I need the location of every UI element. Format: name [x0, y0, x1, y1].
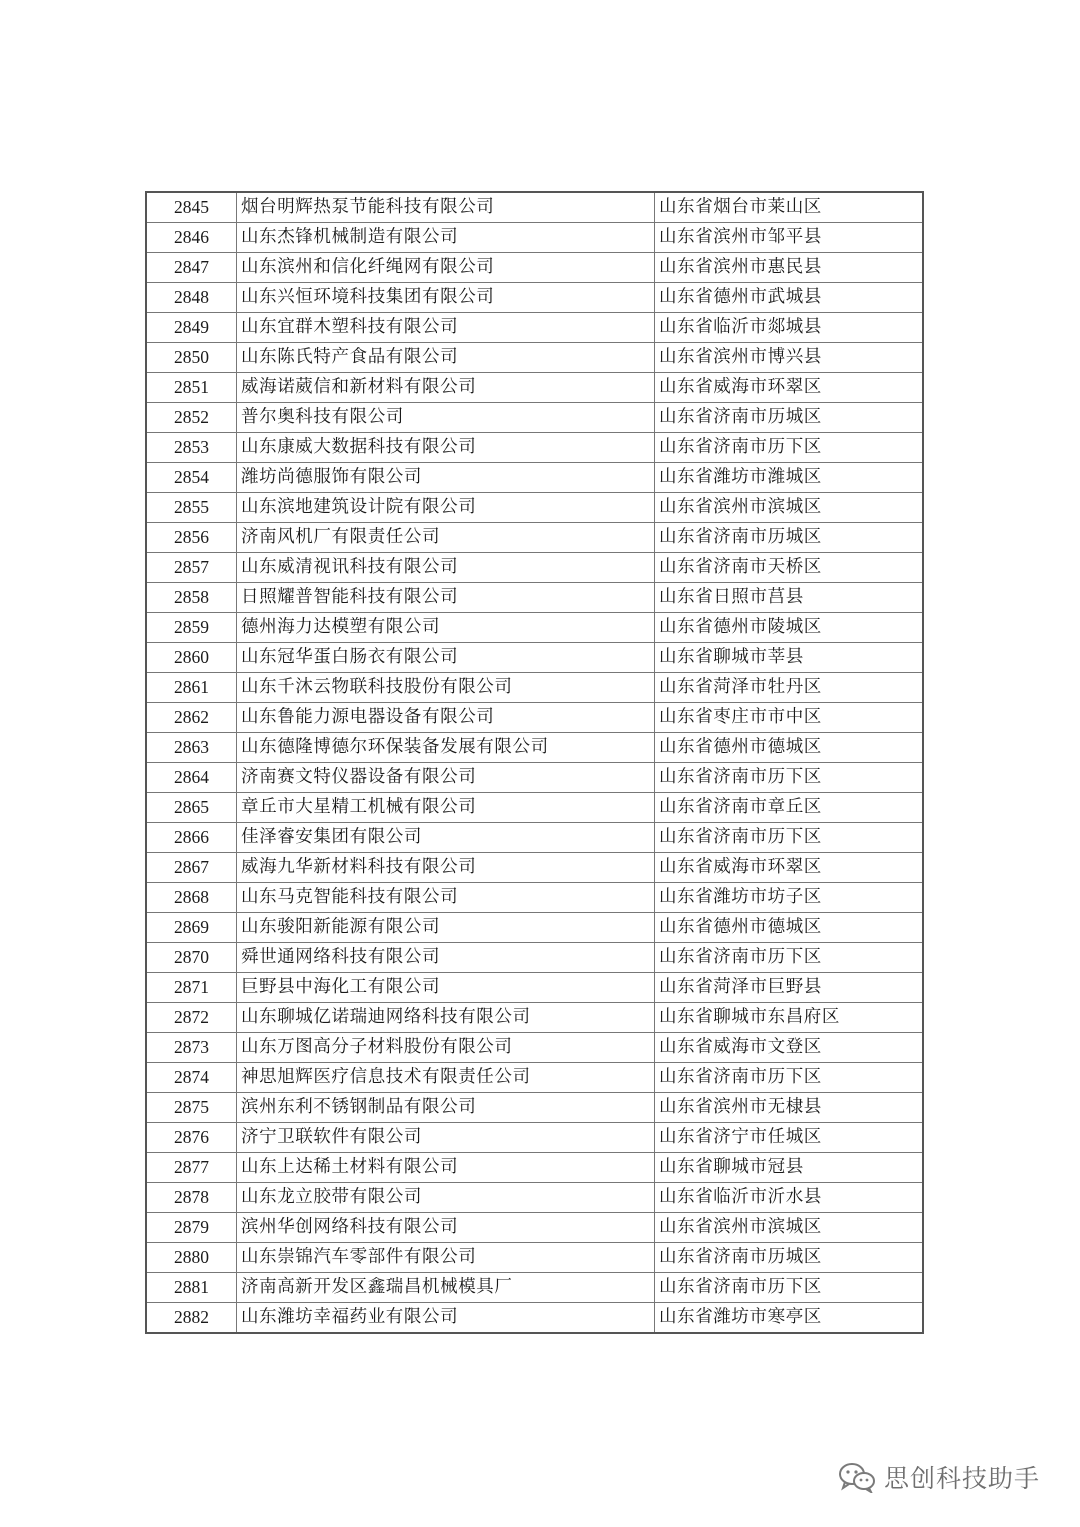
region: 山东省临沂市沂水县 — [655, 1183, 924, 1213]
region: 山东省济南市历下区 — [655, 823, 924, 853]
company-name: 德州海力达模塑有限公司 — [237, 613, 655, 643]
row-number: 2876 — [146, 1123, 237, 1153]
company-name: 舜世通网络科技有限公司 — [237, 943, 655, 973]
row-number: 2858 — [146, 583, 237, 613]
region: 山东省聊城市莘县 — [655, 643, 924, 673]
table-row — [146, 1303, 923, 1334]
region: 山东省济南市章丘区 — [655, 793, 924, 823]
row-number: 2851 — [146, 373, 237, 403]
region: 山东省济南市历下区 — [655, 763, 924, 793]
region: 山东省滨州市滨城区 — [655, 1213, 924, 1243]
table-row — [146, 403, 923, 433]
table-row — [146, 943, 923, 973]
wechat-icon — [838, 1461, 876, 1493]
company-name: 山东滨地建筑设计院有限公司 — [237, 493, 655, 523]
table-row — [146, 1153, 923, 1183]
row-number: 2862 — [146, 703, 237, 733]
row-number: 2860 — [146, 643, 237, 673]
row-number: 2875 — [146, 1093, 237, 1123]
table-row — [146, 1213, 923, 1243]
company-name: 山东千沐云物联科技股份有限公司 — [237, 673, 655, 703]
table-row — [146, 703, 923, 733]
company-name: 山东宜群木塑科技有限公司 — [237, 313, 655, 343]
table-row — [146, 973, 923, 1003]
company-name: 山东滨州和信化纤绳网有限公司 — [237, 253, 655, 283]
table-row — [146, 523, 923, 553]
row-number: 2853 — [146, 433, 237, 463]
region: 山东省潍坊市寒亭区 — [655, 1303, 924, 1334]
table-row — [146, 853, 923, 883]
company-name: 山东马克智能科技有限公司 — [237, 883, 655, 913]
table-row — [146, 313, 923, 343]
row-number: 2847 — [146, 253, 237, 283]
row-number: 2850 — [146, 343, 237, 373]
row-number: 2845 — [146, 192, 237, 223]
row-number: 2854 — [146, 463, 237, 493]
company-name: 佳泽睿安集团有限公司 — [237, 823, 655, 853]
company-name: 烟台明辉热泵节能科技有限公司 — [237, 192, 655, 223]
enterprise-list-table — [145, 191, 924, 1334]
region: 山东省菏泽市巨野县 — [655, 973, 924, 1003]
row-number: 2865 — [146, 793, 237, 823]
row-number: 2871 — [146, 973, 237, 1003]
company-name: 山东德隆博德尔环保装备发展有限公司 — [237, 733, 655, 763]
company-name: 济宁卫联软件有限公司 — [237, 1123, 655, 1153]
company-name: 山东鲁能力源电器设备有限公司 — [237, 703, 655, 733]
company-name: 济南赛文特仪器设备有限公司 — [237, 763, 655, 793]
company-name: 章丘市大星精工机械有限公司 — [237, 793, 655, 823]
table-row — [146, 793, 923, 823]
table-row — [146, 493, 923, 523]
region: 山东省济南市历下区 — [655, 943, 924, 973]
company-name: 山东兴恒环境科技集团有限公司 — [237, 283, 655, 313]
region: 山东省济南市历下区 — [655, 433, 924, 463]
region: 山东省滨州市邹平县 — [655, 223, 924, 253]
row-number: 2869 — [146, 913, 237, 943]
table-row — [146, 763, 923, 793]
row-number: 2877 — [146, 1153, 237, 1183]
region: 山东省德州市陵城区 — [655, 613, 924, 643]
region: 山东省滨州市滨城区 — [655, 493, 924, 523]
region: 山东省烟台市莱山区 — [655, 192, 924, 223]
region: 山东省潍坊市坊子区 — [655, 883, 924, 913]
table-row — [146, 433, 923, 463]
row-number: 2861 — [146, 673, 237, 703]
row-number: 2855 — [146, 493, 237, 523]
table-row — [146, 253, 923, 283]
company-name: 山东崇锦汽车零部件有限公司 — [237, 1243, 655, 1273]
table-row — [146, 223, 923, 253]
company-name: 神思旭辉医疗信息技术有限责任公司 — [237, 1063, 655, 1093]
company-name: 山东上达稀土材料有限公司 — [237, 1153, 655, 1183]
table-row — [146, 553, 923, 583]
region: 山东省枣庄市市中区 — [655, 703, 924, 733]
row-number: 2878 — [146, 1183, 237, 1213]
company-name: 山东聊城亿诺瑞迪网络科技有限公司 — [237, 1003, 655, 1033]
row-number: 2867 — [146, 853, 237, 883]
row-number: 2882 — [146, 1303, 237, 1334]
table-body — [146, 192, 923, 1333]
region: 山东省菏泽市牡丹区 — [655, 673, 924, 703]
table-row — [146, 913, 923, 943]
row-number: 2859 — [146, 613, 237, 643]
company-name: 山东万图高分子材料股份有限公司 — [237, 1033, 655, 1063]
row-number: 2880 — [146, 1243, 237, 1273]
table-row — [146, 1063, 923, 1093]
row-number: 2866 — [146, 823, 237, 853]
region: 山东省济南市历城区 — [655, 403, 924, 433]
table-row — [146, 1033, 923, 1063]
watermark-text: 思创科技助手 — [884, 1464, 1041, 1493]
table-row — [146, 463, 923, 493]
row-number: 2848 — [146, 283, 237, 313]
region: 山东省聊城市东昌府区 — [655, 1003, 924, 1033]
region: 山东省德州市德城区 — [655, 913, 924, 943]
row-number: 2874 — [146, 1063, 237, 1093]
row-number: 2881 — [146, 1273, 237, 1303]
region: 山东省滨州市惠民县 — [655, 253, 924, 283]
row-number: 2870 — [146, 943, 237, 973]
company-name: 威海诺葳信和新材料有限公司 — [237, 373, 655, 403]
company-name: 山东威清视讯科技有限公司 — [237, 553, 655, 583]
company-name: 威海九华新材料科技有限公司 — [237, 853, 655, 883]
region: 山东省济南市历城区 — [655, 523, 924, 553]
company-name: 山东冠华蛋白肠衣有限公司 — [237, 643, 655, 673]
table-row — [146, 643, 923, 673]
company-name: 滨州东利不锈钢制品有限公司 — [237, 1093, 655, 1123]
region: 山东省聊城市冠县 — [655, 1153, 924, 1183]
company-name: 滨州华创网络科技有限公司 — [237, 1213, 655, 1243]
table-row — [146, 1123, 923, 1153]
region: 山东省德州市武城县 — [655, 283, 924, 313]
company-name: 济南风机厂有限责任公司 — [237, 523, 655, 553]
row-number: 2857 — [146, 553, 237, 583]
row-number: 2872 — [146, 1003, 237, 1033]
table-row — [146, 733, 923, 763]
row-number: 2852 — [146, 403, 237, 433]
table-row — [146, 1273, 923, 1303]
table-row — [146, 373, 923, 403]
region: 山东省济南市历下区 — [655, 1063, 924, 1093]
company-name: 山东骏阳新能源有限公司 — [237, 913, 655, 943]
table-row — [146, 583, 923, 613]
company-name: 日照耀普智能科技有限公司 — [237, 583, 655, 613]
region: 山东省济南市历城区 — [655, 1243, 924, 1273]
region: 山东省济南市天桥区 — [655, 553, 924, 583]
table-row — [146, 1003, 923, 1033]
company-name: 潍坊尚德服饰有限公司 — [237, 463, 655, 493]
table-row — [146, 613, 923, 643]
row-number: 2864 — [146, 763, 237, 793]
region: 山东省威海市环翠区 — [655, 373, 924, 403]
region: 山东省威海市文登区 — [655, 1033, 924, 1063]
company-name: 普尔奥科技有限公司 — [237, 403, 655, 433]
table-row — [146, 883, 923, 913]
table-row — [146, 283, 923, 313]
company-name: 济南高新开发区鑫瑞昌机械模具厂 — [237, 1273, 655, 1303]
company-name: 山东杰锋机械制造有限公司 — [237, 223, 655, 253]
region: 山东省临沂市郯城县 — [655, 313, 924, 343]
table-row — [146, 1093, 923, 1123]
row-number: 2863 — [146, 733, 237, 763]
watermark — [838, 1457, 1040, 1497]
table-row — [146, 192, 923, 223]
row-number: 2846 — [146, 223, 237, 253]
region: 山东省日照市莒县 — [655, 583, 924, 613]
row-number: 2856 — [146, 523, 237, 553]
company-name: 山东龙立胶带有限公司 — [237, 1183, 655, 1213]
region: 山东省潍坊市潍城区 — [655, 463, 924, 493]
row-number: 2849 — [146, 313, 237, 343]
row-number: 2879 — [146, 1213, 237, 1243]
table-row — [146, 823, 923, 853]
region: 山东省德州市德城区 — [655, 733, 924, 763]
region: 山东省威海市环翠区 — [655, 853, 924, 883]
company-name: 巨野县中海化工有限公司 — [237, 973, 655, 1003]
row-number: 2873 — [146, 1033, 237, 1063]
region: 山东省济南市历下区 — [655, 1273, 924, 1303]
table-row — [146, 1243, 923, 1273]
region: 山东省滨州市无棣县 — [655, 1093, 924, 1123]
table-row — [146, 1183, 923, 1213]
table-row — [146, 343, 923, 373]
region: 山东省滨州市博兴县 — [655, 343, 924, 373]
company-name: 山东陈氏特产食品有限公司 — [237, 343, 655, 373]
company-name: 山东康威大数据科技有限公司 — [237, 433, 655, 463]
row-number: 2868 — [146, 883, 237, 913]
region: 山东省济宁市任城区 — [655, 1123, 924, 1153]
table-row — [146, 673, 923, 703]
company-name: 山东潍坊幸福药业有限公司 — [237, 1303, 655, 1334]
